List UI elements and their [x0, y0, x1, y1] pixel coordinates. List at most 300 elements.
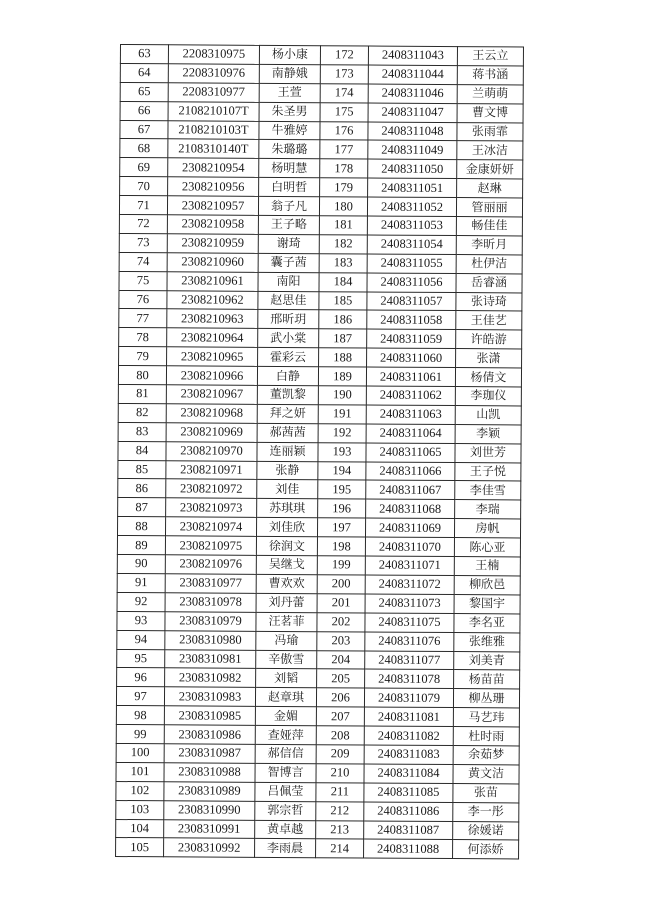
row-number-left: 104 — [116, 819, 164, 838]
student-name-right: 张雨霏 — [457, 122, 523, 141]
student-name-right: 柳欣邑 — [454, 575, 520, 594]
row-number-left: 91 — [117, 573, 165, 592]
row-number-right: 172 — [320, 46, 368, 65]
table-row — [118, 422, 521, 443]
student-name-right: 金康妍妍 — [457, 160, 523, 179]
row-number-left: 94 — [117, 630, 165, 649]
row-number-left: 88 — [117, 517, 165, 536]
row-number-right: 182 — [319, 235, 367, 254]
row-number-right: 193 — [318, 442, 366, 461]
student-name-right: 张诗琦 — [456, 292, 522, 311]
student-name-right: 余茹梦 — [453, 746, 519, 765]
table-row — [120, 177, 523, 198]
table-row — [119, 252, 522, 273]
table-row — [118, 385, 521, 406]
student-id-right: 2408311073 — [365, 594, 454, 613]
student-id-left: 2308210958 — [167, 215, 258, 234]
row-number-right: 204 — [317, 650, 365, 669]
student-id-right: 2408311069 — [365, 518, 454, 537]
table-row — [120, 158, 523, 179]
row-number-left: 92 — [117, 592, 165, 611]
student-id-right: 2408311078 — [365, 669, 454, 688]
student-id-left: 2308310980 — [165, 630, 256, 649]
table-row — [116, 800, 519, 821]
table-row — [116, 781, 519, 802]
row-number-left: 105 — [116, 838, 164, 857]
row-number-left: 90 — [117, 555, 165, 574]
student-id-right: 2408311064 — [366, 424, 455, 443]
row-number-right: 181 — [319, 216, 367, 235]
student-name-right: 黄文洁 — [453, 764, 519, 783]
table-row — [120, 120, 523, 141]
student-name-right: 李珈仪 — [455, 387, 521, 406]
table-row — [119, 290, 522, 311]
student-name-right: 兰萌萌 — [457, 84, 523, 103]
row-number-left: 82 — [118, 403, 166, 422]
student-name-right: 管丽丽 — [456, 198, 522, 217]
row-number-right: 186 — [319, 310, 367, 329]
table-row — [116, 743, 519, 764]
row-number-right: 213 — [316, 820, 364, 839]
student-name-left: 刘佳欣 — [256, 518, 317, 537]
row-number-left: 89 — [117, 536, 165, 555]
student-id-right: 2408311044 — [368, 65, 457, 84]
student-id-left: 2308210970 — [166, 441, 257, 460]
row-number-right: 184 — [319, 272, 367, 291]
student-name-left: 赵章琪 — [255, 688, 316, 707]
row-number-right: 199 — [317, 556, 365, 575]
student-id-left: 2308310990 — [164, 800, 255, 819]
student-id-right: 2408311066 — [366, 462, 455, 481]
student-name-right: 杜伊洁 — [456, 254, 522, 273]
row-number-right: 214 — [316, 839, 364, 858]
table-row — [117, 555, 520, 576]
student-name-right: 杜时雨 — [453, 727, 519, 746]
row-number-right: 187 — [319, 329, 367, 348]
row-number-right: 196 — [318, 499, 366, 518]
row-number-right: 195 — [318, 480, 366, 499]
table-row — [118, 366, 521, 387]
student-id-left: 2308310986 — [164, 725, 255, 744]
student-name-left: 朱璐璐 — [259, 140, 320, 159]
student-id-right: 2408311055 — [367, 254, 456, 273]
row-number-right: 175 — [320, 102, 368, 121]
table-row — [118, 441, 521, 462]
student-name-right: 马艺玮 — [453, 708, 519, 727]
row-number-right: 177 — [320, 140, 368, 159]
row-number-right: 174 — [320, 84, 368, 103]
student-id-left: 2308210975 — [165, 536, 256, 555]
student-id-right: 2408311083 — [364, 745, 453, 764]
row-number-right: 211 — [316, 782, 364, 801]
student-id-left: 2308210959 — [167, 234, 258, 253]
roster-body — [116, 45, 524, 860]
row-number-right: 202 — [317, 612, 365, 631]
student-id-right: 2408311068 — [366, 499, 455, 518]
student-id-right: 2408311085 — [364, 783, 453, 802]
student-name-right: 李颖 — [455, 424, 521, 443]
table-row — [116, 819, 519, 840]
student-id-right: 2408311061 — [366, 367, 455, 386]
row-number-left: 95 — [117, 649, 165, 668]
student-name-left: 拜之妍 — [257, 404, 318, 423]
row-number-right: 197 — [317, 518, 365, 537]
row-number-right: 212 — [316, 801, 364, 820]
table-row — [120, 63, 523, 84]
student-id-right: 2408311071 — [365, 556, 454, 575]
student-name-left: 辛傲雪 — [256, 650, 317, 669]
student-name-right: 山凯 — [455, 405, 521, 424]
student-id-left: 2308210963 — [167, 309, 258, 328]
row-number-left: 98 — [116, 706, 164, 725]
table-row — [118, 460, 521, 481]
student-id-left: 2208310975 — [168, 45, 259, 64]
student-id-left: 2308310983 — [164, 687, 255, 706]
student-name-left: 吕佩莹 — [255, 782, 316, 801]
student-name-right: 王冰洁 — [457, 141, 523, 160]
student-name-right: 赵琳 — [457, 179, 523, 198]
student-id-right: 2408311082 — [364, 726, 453, 745]
student-name-left: 郝信信 — [255, 744, 316, 763]
row-number-left: 87 — [118, 498, 166, 517]
table-row — [120, 82, 523, 103]
row-number-right: 180 — [319, 197, 367, 216]
student-id-left: 2208310976 — [168, 64, 259, 83]
student-id-left: 2308310991 — [164, 819, 255, 838]
student-name-left: 郝茜茜 — [257, 423, 318, 442]
student-id-right: 2408311047 — [368, 103, 457, 122]
row-number-left: 77 — [119, 309, 167, 328]
student-name-left: 李雨晨 — [255, 839, 316, 858]
student-name-left: 查娅萍 — [255, 725, 316, 744]
student-id-left: 2308210973 — [166, 498, 257, 517]
student-name-left: 王萱 — [259, 83, 320, 102]
row-number-right: 176 — [320, 121, 368, 140]
student-name-left: 智博言 — [255, 763, 316, 782]
student-name-right: 刘美青 — [454, 651, 520, 670]
student-id-right: 2408311062 — [366, 386, 455, 405]
table-row — [117, 630, 520, 651]
student-id-right: 2408311050 — [368, 159, 457, 178]
row-number-left: 80 — [118, 366, 166, 385]
row-number-right: 191 — [318, 405, 366, 424]
student-name-left: 汪茗菲 — [256, 612, 317, 631]
row-number-right: 179 — [320, 178, 368, 197]
row-number-right: 200 — [317, 575, 365, 594]
row-number-left: 69 — [120, 158, 168, 177]
row-number-right: 173 — [320, 65, 368, 84]
student-id-right: 2408311079 — [364, 688, 453, 707]
row-number-left: 66 — [120, 101, 168, 120]
student-name-right: 曹文博 — [457, 103, 523, 122]
table-row — [117, 649, 520, 670]
student-id-right: 2408311053 — [367, 216, 456, 235]
student-name-left: 冯瑜 — [256, 631, 317, 650]
row-number-right: 207 — [316, 707, 364, 726]
student-id-right: 2408311081 — [364, 707, 453, 726]
student-id-right: 2408311067 — [366, 480, 455, 499]
row-number-right: 183 — [319, 254, 367, 273]
student-name-left: 翁子凡 — [258, 196, 319, 215]
student-name-left: 白静 — [257, 366, 318, 385]
student-id-left: 2108210107T — [168, 101, 259, 120]
student-name-right: 蒋书涵 — [457, 65, 523, 84]
student-id-right: 2408311084 — [364, 764, 453, 783]
student-id-left: 2308210974 — [165, 517, 256, 536]
student-name-left: 朱圣男 — [259, 102, 320, 121]
student-name-left: 杨明慧 — [259, 159, 320, 178]
student-id-right: 2408311046 — [368, 84, 457, 103]
row-number-left: 99 — [116, 725, 164, 744]
student-id-left: 2308210966 — [166, 366, 257, 385]
student-id-left: 2308210956 — [168, 177, 259, 196]
row-number-right: 194 — [318, 461, 366, 480]
row-number-right: 178 — [320, 159, 368, 178]
table-row — [117, 668, 520, 689]
student-name-left: 南静娥 — [259, 64, 320, 83]
row-number-left: 72 — [119, 215, 167, 234]
table-row — [120, 45, 523, 66]
row-number-right: 210 — [316, 764, 364, 783]
student-id-right: 2408311052 — [367, 197, 456, 216]
table-row — [116, 762, 519, 783]
table-row — [116, 838, 519, 859]
student-id-left: 2308210954 — [168, 158, 259, 177]
student-id-left: 2308310992 — [164, 838, 255, 857]
table-row — [118, 498, 521, 519]
row-number-right: 206 — [316, 688, 364, 707]
student-name-right: 刘世芳 — [455, 443, 521, 462]
student-name-left: 囊子茜 — [258, 253, 319, 272]
student-name-right: 李瑞 — [455, 500, 521, 519]
student-name-left: 连丽颖 — [257, 442, 318, 461]
student-name-left: 吴继戈 — [256, 555, 317, 574]
student-id-left: 2308210976 — [165, 555, 256, 574]
student-id-right: 2408311049 — [368, 140, 457, 159]
student-name-right: 张维雅 — [454, 632, 520, 651]
student-id-left: 2308210957 — [167, 196, 258, 215]
student-id-right: 2408311088 — [364, 839, 453, 858]
row-number-left: 64 — [120, 63, 168, 82]
table-row — [119, 309, 522, 330]
student-name-left: 牛雅婷 — [259, 121, 320, 140]
student-id-left: 2308310988 — [164, 763, 255, 782]
student-name-right: 岳睿涵 — [456, 273, 522, 292]
row-number-left: 68 — [120, 139, 168, 158]
table-row — [119, 328, 522, 349]
table-row — [118, 403, 521, 424]
student-name-right: 李名亚 — [454, 613, 520, 632]
student-name-left: 郭宗哲 — [255, 801, 316, 820]
student-id-left: 2308210964 — [167, 328, 258, 347]
student-name-right: 房帆 — [454, 519, 520, 538]
student-id-left: 2308210961 — [167, 271, 258, 290]
row-number-left: 79 — [119, 347, 167, 366]
row-number-right: 208 — [316, 726, 364, 745]
row-number-left: 67 — [120, 120, 168, 139]
student-name-left: 徐润文 — [256, 536, 317, 555]
row-number-left: 84 — [118, 441, 166, 460]
student-name-left: 董凯黎 — [257, 385, 318, 404]
table-row — [119, 215, 522, 236]
row-number-left: 63 — [120, 45, 168, 64]
student-name-right: 张潇 — [456, 349, 522, 368]
table-row — [117, 592, 520, 613]
row-number-left: 83 — [118, 422, 166, 441]
student-name-left: 邢昕玥 — [258, 310, 319, 329]
student-name-right: 王佳艺 — [456, 311, 522, 330]
student-name-right: 王云立 — [457, 47, 523, 66]
row-number-left: 96 — [117, 668, 165, 687]
student-id-right: 2408311077 — [365, 651, 454, 670]
student-id-left: 2308210962 — [167, 290, 258, 309]
table-row — [117, 536, 520, 557]
table-row — [116, 706, 519, 727]
student-id-left: 2308310981 — [165, 649, 256, 668]
row-number-right: 188 — [319, 348, 367, 367]
student-name-left: 张静 — [257, 461, 318, 480]
student-id-right: 2408311054 — [367, 235, 456, 254]
student-name-left: 金媚 — [255, 707, 316, 726]
student-id-right: 2408311059 — [367, 329, 456, 348]
student-name-right: 杨倩文 — [455, 368, 521, 387]
table-row — [118, 479, 521, 500]
row-number-left: 71 — [119, 196, 167, 215]
table-row — [119, 196, 522, 217]
student-name-right: 黎国宇 — [454, 594, 520, 613]
student-name-right: 杨苗苗 — [454, 670, 520, 689]
student-id-right: 2408311048 — [368, 122, 457, 141]
student-roster-table — [115, 44, 524, 860]
student-id-left: 2308210968 — [166, 404, 257, 423]
student-id-left: 2308310977 — [165, 574, 256, 593]
student-id-left: 2308310989 — [164, 782, 255, 801]
student-name-left: 杨小康 — [259, 45, 320, 64]
student-id-right: 2408311056 — [367, 273, 456, 292]
table-row — [119, 271, 522, 292]
row-number-right: 205 — [317, 669, 365, 688]
student-name-right: 许皓游 — [456, 330, 522, 349]
student-id-left: 2108210103T — [168, 120, 259, 139]
student-name-right: 李佳雪 — [455, 481, 521, 500]
student-id-right: 2408311058 — [367, 310, 456, 329]
student-name-left: 刘佳 — [257, 480, 318, 499]
student-id-left: 2208310977 — [168, 83, 259, 102]
student-id-right: 2408311065 — [366, 443, 455, 462]
student-id-left: 2308210967 — [166, 385, 257, 404]
student-name-left: 曹欢欢 — [256, 574, 317, 593]
student-id-left: 2308210971 — [166, 460, 257, 479]
table-row — [117, 517, 520, 538]
student-name-left: 黄卓越 — [255, 820, 316, 839]
table-row — [116, 725, 519, 746]
student-name-right: 王楠 — [454, 557, 520, 576]
student-name-right: 徐媛诺 — [453, 821, 519, 840]
student-name-left: 谢琦 — [258, 234, 319, 253]
student-id-right: 2408311043 — [368, 46, 457, 65]
student-id-right: 2408311051 — [368, 178, 457, 197]
student-id-right: 2408311057 — [367, 292, 456, 311]
row-number-right: 203 — [317, 631, 365, 650]
row-number-left: 73 — [119, 233, 167, 252]
student-id-right: 2408311075 — [365, 613, 454, 632]
row-number-left: 81 — [118, 385, 166, 404]
student-name-left: 白明哲 — [259, 178, 320, 197]
row-number-right: 198 — [317, 537, 365, 556]
student-id-left: 2308310987 — [164, 744, 255, 763]
row-number-left: 103 — [116, 800, 164, 819]
student-id-right: 2408311063 — [366, 405, 455, 424]
table-row — [116, 687, 519, 708]
student-id-left: 2308310985 — [164, 706, 255, 725]
table-row — [117, 611, 520, 632]
row-number-left: 102 — [116, 781, 164, 800]
student-id-right: 2408311070 — [365, 537, 454, 556]
student-name-left: 霍彩云 — [258, 348, 319, 367]
row-number-left: 93 — [117, 611, 165, 630]
student-name-left: 刘韬 — [256, 669, 317, 688]
row-number-left: 70 — [120, 177, 168, 196]
row-number-left: 74 — [119, 252, 167, 271]
row-number-right: 190 — [318, 386, 366, 405]
student-name-left: 南阳 — [258, 272, 319, 291]
row-number-left: 100 — [116, 743, 164, 762]
row-number-right: 201 — [317, 594, 365, 613]
row-number-left: 85 — [118, 460, 166, 479]
student-name-left: 刘丹蕾 — [256, 593, 317, 612]
student-id-right: 2408311087 — [364, 821, 453, 840]
table-row — [120, 101, 523, 122]
row-number-right: 185 — [319, 291, 367, 310]
student-name-right: 王子悦 — [455, 462, 521, 481]
row-number-left: 97 — [116, 687, 164, 706]
student-name-right: 畅佳佳 — [456, 217, 522, 236]
student-id-left: 2308210969 — [166, 423, 257, 442]
row-number-right: 209 — [316, 745, 364, 764]
row-number-right: 189 — [318, 367, 366, 386]
table-row — [117, 573, 520, 594]
table-row — [119, 233, 522, 254]
student-name-left: 赵思佳 — [258, 291, 319, 310]
student-id-left: 2308310982 — [165, 668, 256, 687]
student-name-right: 何添娇 — [453, 840, 519, 859]
student-name-right: 李昕月 — [456, 235, 522, 254]
table-row — [120, 139, 523, 160]
student-name-right: 柳丛珊 — [453, 689, 519, 708]
row-number-left: 101 — [116, 762, 164, 781]
student-id-right: 2408311072 — [365, 575, 454, 594]
row-number-left: 76 — [119, 290, 167, 309]
student-id-right: 2408311060 — [367, 348, 456, 367]
student-id-right: 2408311086 — [364, 802, 453, 821]
student-id-left: 2308310978 — [165, 593, 256, 612]
student-name-left: 王子略 — [258, 215, 319, 234]
row-number-right: 192 — [318, 424, 366, 443]
student-name-right: 李一彤 — [453, 802, 519, 821]
row-number-left: 78 — [119, 328, 167, 347]
table-row — [119, 347, 522, 368]
student-name-left: 武小棠 — [258, 329, 319, 348]
row-number-left: 86 — [118, 479, 166, 498]
student-name-right: 张苗 — [453, 783, 519, 802]
student-id-right: 2408311076 — [365, 632, 454, 651]
student-id-left: 2308310979 — [165, 612, 256, 631]
student-name-left: 苏琪琪 — [257, 499, 318, 518]
student-id-left: 2308210972 — [166, 479, 257, 498]
row-number-left: 65 — [120, 82, 168, 101]
student-name-right: 陈心亚 — [454, 538, 520, 557]
row-number-left: 75 — [119, 271, 167, 290]
